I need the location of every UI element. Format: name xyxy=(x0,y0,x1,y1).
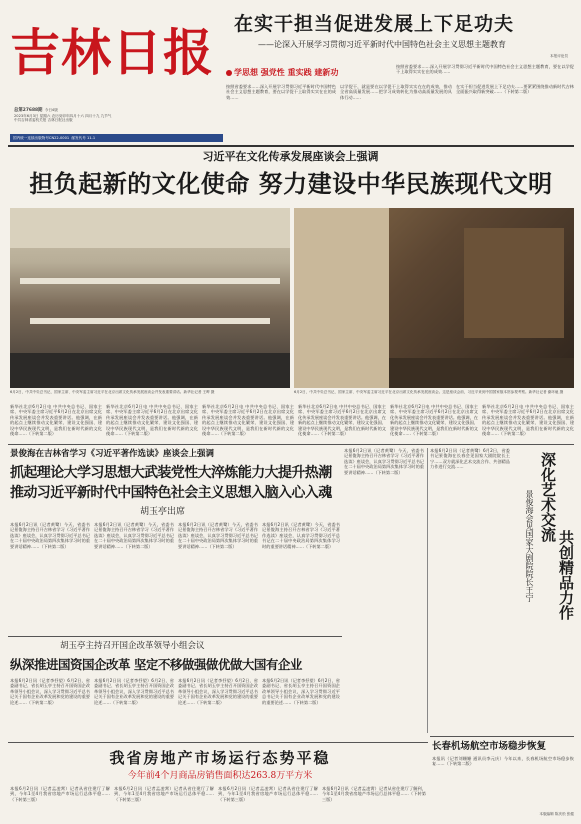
lead-photo-caption-2: 6月2日，中共中央总书记、国家主席、中央军委主席习近平在北京出席文化传承发展座谈会。这是座谈会前，习近平来到中国国家版本馆参观考察。新华社记者 谢环驰 摄 xyxy=(294,390,564,394)
top-headline-col-4: 按照省委要求……深入开展学习贯彻习近平新时代中国特色社会主义思想主题教育，要在以学促干上取得实实在在的成效…… xyxy=(396,64,574,75)
article2-divider xyxy=(8,636,342,637)
lead-photo-caption-1: 6月2日，中共中央总书记、国家主席、中央军委主席习近平在北京出席文化传承发展座谈会并发表重要讲话。新华社记者 王晔 摄 xyxy=(10,390,215,394)
lead-body-col-3: 新华社北京6月2日电 中共中央总书记、国家主席、中央军委主席习近平6月2日在北京出席文化传承发展座谈会并发表重要讲话。他强调，在新的起点上继续推动文化繁荣、建设文化强国、建设中华民族现代文明，是我们在新时代新的文化使命……（下转第二版） xyxy=(202,404,294,437)
issue-number: 总第27688期 xyxy=(14,108,43,113)
article2-col-2: 本报6月2日讯（记者黄鹭）今天，省委书记景俊海主持召开吉林省学习《习近平著作选读》座谈会，认真学习贯彻习近平总书记在二十届中央政治局第四次集体学习时的重要讲话精神……（下转第二版） xyxy=(94,522,174,549)
publisher: 中共吉林省委机关报 吉林日报社出版 xyxy=(14,118,73,123)
article2-col-4: 本报6月2日讯（记者黄鹭）今天，省委书记景俊海主持召开吉林省学习《习近平著作选读》座谈会，认真学习贯彻习近平总书记在二十届中央政治局第四次集体学习时的重要讲话精神……（下转第二版） xyxy=(262,522,340,549)
top-headline: 在实干担当促进发展上下足功夫 xyxy=(234,13,515,35)
article3-col-2: 本报6月2日讯（记者李抒望）6月2日，省委副书记、省长胡玉亭主持召开国资国企改革领导小组会议，深入学习贯彻习近平总书记关于国有企业改革发展和党的建设的重要论述……（下转第二版） xyxy=(94,678,174,705)
article4-subhead: 今年前4个月商品房销售面积达263.8万平方米 xyxy=(127,771,313,781)
lead-body-col-4: 新华社北京6月2日电 中共中央总书记、国家主席、中央军委主席习近平6月2日在北京出席文化传承发展座谈会并发表重要讲话。他强调，在新的起点上继续推动文化繁荣、建设文化强国、建设中华民族现代文明，是我们在新时代新的文化使命……（下转第二版） xyxy=(298,404,386,437)
article2-kicker: 景俊海在吉林省学习《习近平著作选读》座谈会上强调 xyxy=(10,449,215,459)
airport-body: 本报讯（记者刘姗姗 通讯员李元庆）今年以来，长春机场航空市场稳步恢复……（下转第二版） xyxy=(432,756,574,767)
article2-col-1: 本报6月2日讯（记者黄鹭）今天，省委书记景俊海主持召开吉林省学习《习近平著作选读》座谈会，认真学习贯彻习近平总书记在二十届中央政治局第四次集体学习时的重要讲话精神……（下转第二版） xyxy=(10,522,90,549)
lead-photo-visit xyxy=(294,208,574,388)
article4-col-2: 本报6月2日讯（记者孟凌霄）记者从省住建厅了解到，今年1至4月我省房地产市场运行总体平稳……（下转第三版） xyxy=(114,786,214,802)
page-editor: 本版编辑 陈庆松 张健 xyxy=(539,812,574,816)
side-headline-2: 共创精品力作 xyxy=(557,530,575,620)
article3-col-1: 本报6月2日讯（记者李抒望）6月2日，省委副书记、省长胡玉亭主持召开国资国企改革领导小组会议，深入学习贯彻习近平总书记关于国有企业改革发展和党的建设的重要论述……（下转第二版） xyxy=(10,678,90,705)
page-count: 今日4版 xyxy=(44,108,58,112)
article2-headline-1: 抓起理论大学习思想大武装党性大淬炼能力大提升热潮 xyxy=(10,465,332,481)
article3-col-3: 本报6月2日讯（记者李抒望）6月2日，省委副书记、省长胡玉亭主持召开国资国企改革领导小组会议，深入学习贯彻习近平总书记关于国有企业改革发展和党的建设的重要论述……（下转第二版） xyxy=(178,678,258,705)
lead-headline: 担负起新的文化使命 努力建设中华民族现代文明 xyxy=(29,170,553,198)
postal-code: 邮发代号 11-1 xyxy=(71,136,96,140)
article2-headline-2: 推动习近平新时代中国特色社会主义思想入脑入心入魂 xyxy=(10,485,332,501)
article3-kicker: 胡玉亭主持召开国企改革领导小组会议 xyxy=(60,641,205,651)
masthead-meta xyxy=(14,108,224,123)
solar-term: 四月十九 九节气 xyxy=(85,113,112,118)
side-body-col-1: 本报6月2日讯（记者黄鹭）6月2日，省委书记景俊海在长春会见国家大剧院院长王宁……双方就深化艺术交流合作、共创精品力作进行交流…… xyxy=(430,448,510,470)
airport-headline: 长春机场航空市场稳步恢复 xyxy=(432,741,547,752)
article3-headline: 纵深推进国资国企改革 坚定不移做强做优做大国有企业 xyxy=(10,657,302,672)
article4-col-3: 本报6月2日讯（记者孟凌霄）记者从省住建厅了解到，今年1至4月我省房地产市场运行总体平稳……（下转第三版） xyxy=(218,786,318,802)
slogan-marker-icon xyxy=(226,70,232,76)
issn-code: 国内统一连续出版物号CN22-0001 xyxy=(13,136,70,140)
article3-col-4: 本报6月2日讯（记者李抒望）6月2日，省委副书记、省长胡玉亭主持召开国资国企改革领导小组会议，深入学习贯彻习近平总书记关于国有企业改革发展和党的建设的重要论述……（下转第二版） xyxy=(262,678,340,705)
article4-headline: 我省房地产市场运行态势平稳 xyxy=(109,749,331,767)
masthead-divider xyxy=(8,145,574,147)
lead-body-col-5: 新华社北京6月2日电 中共中央总书记、国家主席、中央军委主席习近平6月2日在北京出席文化传承发展座谈会并发表重要讲话。他强调，在新的起点上继续推动文化繁荣、建设文化强国、建设中华民族现代文明，是我们在新时代新的文化使命……（下转第二版） xyxy=(390,404,478,437)
top-headline-subtitle: ——论深入开展学习贯彻习近平新时代中国特色社会主义思想主题教育 xyxy=(258,40,506,49)
article2-col-3: 本报6月2日讯（记者黄鹭）今天，省委书记景俊海主持召开吉林省学习《习近平著作选读》座谈会，认真学习贯彻习近平总书记在二十届中央政治局第四次集体学习时的重要讲话精神……（下转第二版） xyxy=(178,522,258,549)
top-headline-col-2: 以学促干，就是要在以学促干上取得实实在在的成效，推动全省高质量发展……把学习成效转化为推动高质量发展的具体行动…… xyxy=(340,84,452,100)
side-headline-1: 深化艺术交流 xyxy=(539,452,557,542)
top-headline-byline: 本报评论员 xyxy=(550,54,568,58)
side-subhead: 景俊海会见国家大剧院院长王宁 xyxy=(525,490,534,602)
top-headline-col-1: 按照省委要求……深入开展学习贯彻习近平新时代中国特色社会主义思想主题教育，要在以学促干上取得实实在在的成效…… xyxy=(226,84,336,100)
lead-kicker: 习近平在文化传承发展座谈会上强调 xyxy=(202,150,379,163)
lead-body-col-1: 新华社北京6月2日电 中共中央总书记、国家主席、中央军委主席习近平6月2日在北京出席文化传承发展座谈会并发表重要讲话。他强调，在新的起点上继续推动文化繁荣、建设文化强国、建设中华民族现代文明，是我们在新时代新的文化使命……（下转第二版） xyxy=(10,404,102,437)
article2-continued-col: 本报6月2日讯（记者黄鹭）今天，省委书记景俊海主持召开吉林省学习《习近平著作选读》座谈会，认真学习贯彻习近平总书记在二十届中央政治局第四次集体学习时的重要讲话精神……（下转第二版） xyxy=(344,448,424,475)
article3-divider xyxy=(8,742,428,743)
side-divider-1 xyxy=(427,448,428,733)
article4-col-4: 本报6月2日讯（记者孟凌霄）记者从省住建厅了解到，今年1至4月我省房地产市场运行总体平稳……（下转第三版） xyxy=(322,786,426,802)
masthead-code-bar xyxy=(10,134,223,142)
slogan-text: 学思想 强党性 重实践 建新功 xyxy=(234,68,339,77)
slogan-badge xyxy=(226,66,376,80)
airport-divider xyxy=(430,736,574,737)
date-line: 2023年6月3日 星期六 农历癸卯年四月十六 xyxy=(14,113,84,118)
lead-divider xyxy=(8,444,574,445)
masthead-logo: 吉林日报 xyxy=(10,23,214,82)
lead-body-col-2: 新华社北京6月2日电 中共中央总书记、国家主席、中央军委主席习近平6月2日在北京出席文化传承发展座谈会并发表重要讲话。他强调，在新的起点上继续推动文化繁荣、建设文化强国、建设中华民族现代文明，是我们在新时代新的文化使命……（下转第二版） xyxy=(106,404,198,437)
article2-subhead: 胡玉亭出席 xyxy=(140,507,186,517)
top-headline-col-3: 在实干担当促进发展上下足功夫……要紧紧围绕推动新时代吉林全面振兴取得新突破……（下转第二版） xyxy=(456,84,574,95)
lead-photo-meeting xyxy=(10,208,290,388)
lead-body-col-6: 新华社北京6月2日电 中共中央总书记、国家主席、中央军委主席习近平6月2日在北京出席文化传承发展座谈会并发表重要讲话。他强调，在新的起点上继续推动文化繁荣、建设文化强国、建设中华民族现代文明，是我们在新时代新的文化使命……（下转第二版） xyxy=(482,404,574,437)
article4-col-1: 本报6月2日讯（记者孟凌霄）记者从省住建厅了解到，今年1至4月我省房地产市场运行总体平稳……（下转第三版） xyxy=(10,786,110,802)
